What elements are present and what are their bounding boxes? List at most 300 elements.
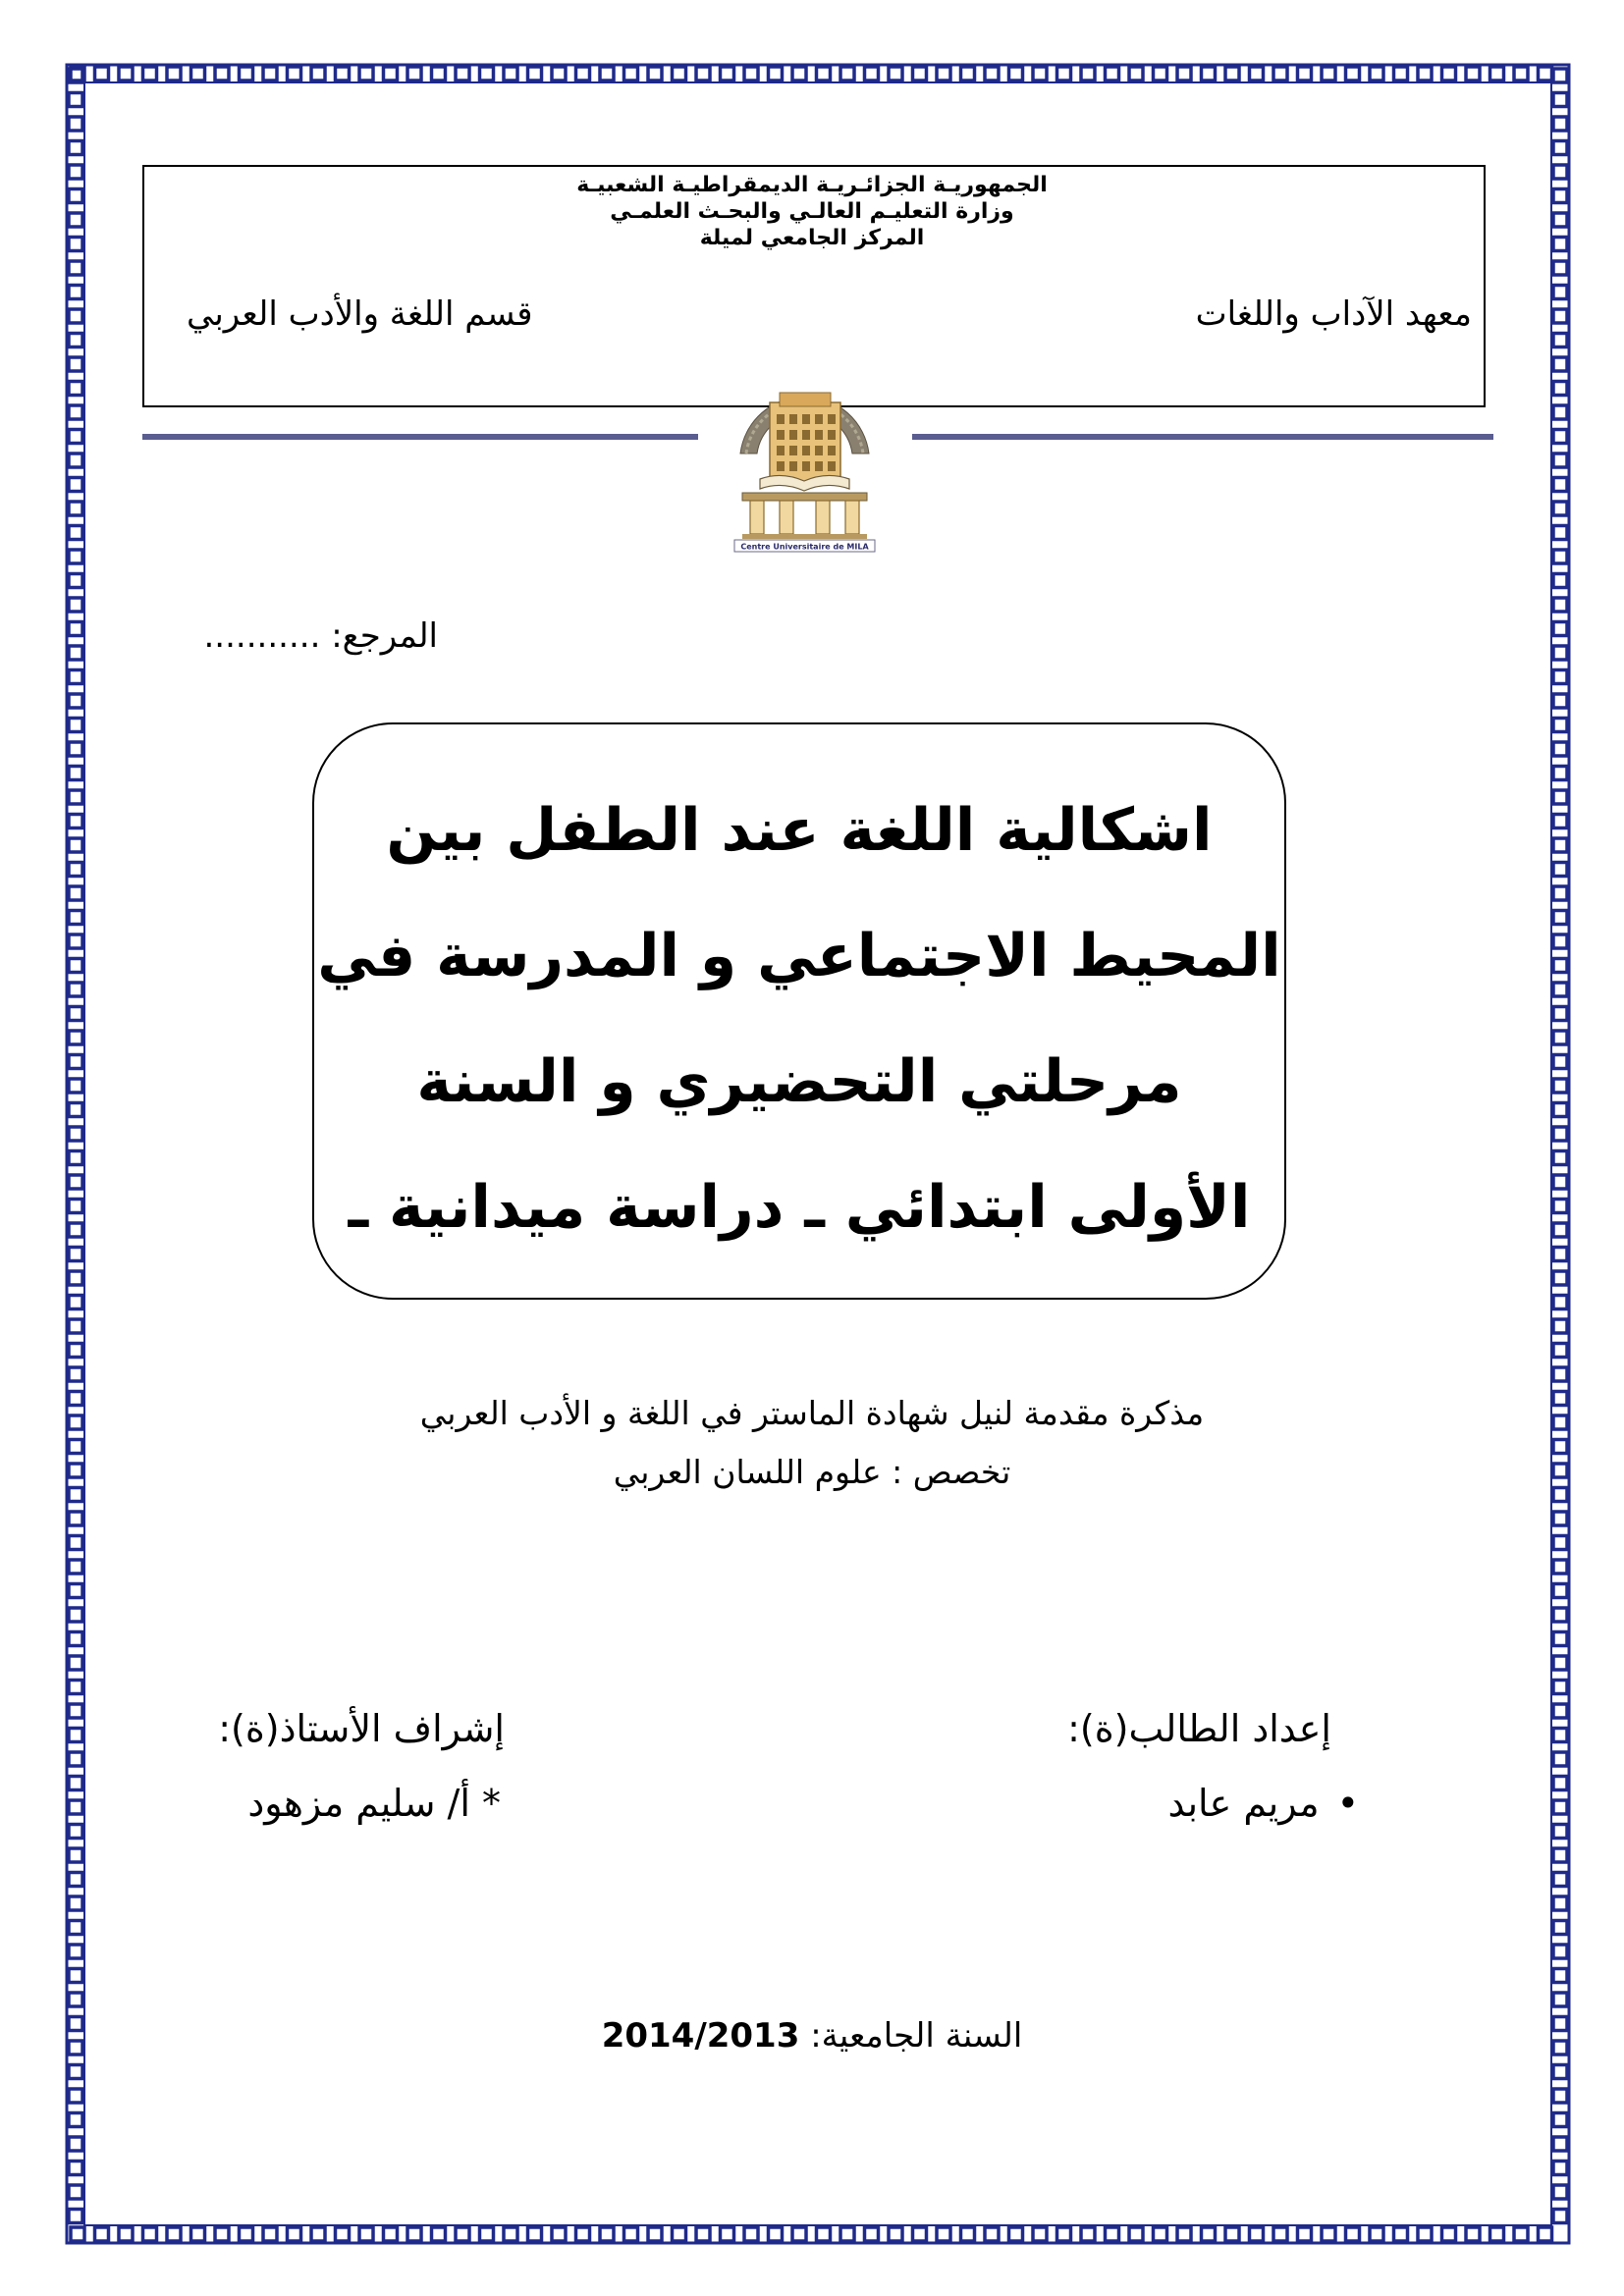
border-link (576, 2227, 590, 2241)
reference-line (204, 614, 439, 658)
border-link (69, 1512, 82, 1525)
border-link (865, 67, 879, 80)
border-link (69, 1584, 82, 1598)
border-link (1553, 719, 1567, 732)
border-link (1250, 67, 1264, 80)
border-link (1553, 1200, 1567, 1213)
border-link (1273, 2227, 1287, 2241)
border-link (1553, 1512, 1567, 1525)
logo-caption: Centre Universitaire de MILA (740, 542, 869, 552)
border-link (1553, 2210, 1567, 2223)
border-link (1466, 2227, 1480, 2241)
border-link (1553, 1079, 1567, 1093)
border-link (1553, 598, 1567, 612)
border-link (696, 2227, 710, 2241)
border-link (69, 767, 82, 780)
border-link (119, 67, 133, 80)
border-link (69, 886, 82, 900)
student-entry (1168, 1779, 1359, 1828)
border-link (1553, 1367, 1567, 1381)
border-link (69, 598, 82, 612)
border-link (69, 141, 82, 155)
border-link (1273, 67, 1287, 80)
border-link (985, 67, 999, 80)
degree-specialty: تخصص : علوم اللسان العربي (613, 1453, 1011, 1491)
title-line-4: الأولى ابتدائي ـ دراسة ميدانية ـ (348, 1173, 1251, 1242)
border-link (1553, 1656, 1567, 1670)
border-link (69, 670, 82, 684)
border-link (69, 1175, 82, 1189)
border-link (1553, 622, 1567, 636)
institute-name: معهد الآداب واللغات (1195, 294, 1472, 334)
border-link (1553, 2089, 1567, 2103)
border-link (407, 67, 421, 80)
border-link (1553, 1296, 1567, 1309)
border-link (167, 67, 181, 80)
border-link (69, 1271, 82, 1285)
border-link (69, 430, 82, 444)
border-link (1057, 67, 1071, 80)
border-link (1553, 1896, 1567, 1910)
border-link (1553, 69, 1567, 82)
border-link (143, 2227, 157, 2241)
border-link (1553, 1945, 1567, 1958)
border-link (336, 67, 350, 80)
border-link (1553, 430, 1567, 444)
border-link (1225, 2227, 1239, 2241)
border-link (1418, 2227, 1432, 2241)
border-link (1553, 1921, 1567, 1935)
border-link (69, 1896, 82, 1910)
border-link (889, 2227, 902, 2241)
border-link (1553, 574, 1567, 588)
border-link (69, 1248, 82, 1261)
border-link (1298, 67, 1312, 80)
border-link (1490, 2227, 1504, 2241)
border-link (744, 67, 758, 80)
border-link (1553, 261, 1567, 275)
border-link (865, 2227, 879, 2241)
border-link (1553, 1681, 1567, 1694)
border-link (69, 1608, 82, 1622)
border-link (69, 1055, 82, 1069)
border-link (1154, 67, 1167, 80)
border-link (1553, 1560, 1567, 1574)
border-link (1129, 67, 1143, 80)
border-link (1154, 2227, 1167, 2241)
border-link (769, 67, 783, 80)
department-name: قسم اللغة والأدب العربي (187, 294, 533, 334)
border-link (263, 2227, 277, 2241)
border-link (1009, 2227, 1023, 2241)
border-link (1553, 838, 1567, 852)
border-link (69, 1752, 82, 1766)
border-link (1553, 550, 1567, 563)
border-link (840, 2227, 854, 2241)
border-link (69, 1656, 82, 1670)
border-link (1553, 886, 1567, 900)
border-link (1442, 2227, 1456, 2241)
border-link (69, 1319, 82, 1333)
border-link (721, 2227, 734, 2241)
border-link (1553, 1151, 1567, 1165)
supervisor-name: * أ/ سليم مزهود (247, 1782, 501, 1825)
title-line-3: مرحلتي التحضيري و السنة (416, 1047, 1182, 1116)
border-link (69, 1777, 82, 1790)
border-link (1553, 405, 1567, 419)
border-link (69, 93, 82, 107)
border-link (69, 1127, 82, 1141)
border-link (69, 1969, 82, 1983)
border-link (889, 67, 902, 80)
border-link (69, 719, 82, 732)
border-link (69, 334, 82, 347)
border-link (1057, 2227, 1071, 2241)
border-link (1553, 2137, 1567, 2151)
border-link (1553, 1031, 1567, 1044)
border-link (69, 405, 82, 419)
border-link (1202, 67, 1216, 80)
border-link (1514, 67, 1528, 80)
border-link (69, 309, 82, 323)
border-link (432, 67, 446, 80)
border-link (1466, 67, 1480, 80)
border-link (1553, 1584, 1567, 1598)
border-link (69, 1825, 82, 1839)
border-link (1106, 2227, 1119, 2241)
border-link (1553, 1103, 1567, 1117)
border-link (792, 2227, 806, 2241)
border-link (69, 1945, 82, 1958)
border-link (69, 1079, 82, 1093)
border-link (69, 526, 82, 540)
border-link (69, 2210, 82, 2223)
border-link (576, 67, 590, 80)
university-building-icon (723, 363, 887, 553)
border-link (69, 911, 82, 925)
border-link (288, 2227, 301, 2241)
border-link (1553, 1319, 1567, 1333)
border-link (1553, 93, 1567, 107)
border-link (69, 261, 82, 275)
border-link (1553, 1536, 1567, 1550)
border-link (1202, 2227, 1216, 2241)
border-link (913, 2227, 927, 2241)
border-link (69, 550, 82, 563)
border-link (1553, 1248, 1567, 1261)
border-link (961, 67, 975, 80)
border-link (1322, 2227, 1335, 2241)
border-link (1553, 2185, 1567, 2199)
border-link (1553, 1873, 1567, 1887)
border-link (1553, 1223, 1567, 1237)
border-link (69, 286, 82, 299)
border-link (961, 2227, 975, 2241)
border-link (504, 67, 517, 80)
border-link (69, 2162, 82, 2175)
border-link (336, 2227, 350, 2241)
border-link (1553, 1993, 1567, 2006)
border-link (552, 67, 566, 80)
border-link (600, 67, 614, 80)
border-link (1553, 1632, 1567, 1646)
border-link (1553, 1969, 1567, 1983)
border-link (69, 502, 82, 515)
border-link (528, 67, 542, 80)
border-link (1553, 526, 1567, 540)
border-link (1553, 454, 1567, 467)
reference-label: المرجع: (331, 616, 438, 656)
border-link (69, 838, 82, 852)
border-link (456, 67, 469, 80)
border-link (69, 1367, 82, 1381)
border-link (1553, 2065, 1567, 2079)
border-link (1553, 1175, 1567, 1189)
border-link (191, 2227, 205, 2241)
border-link (1033, 2227, 1047, 2241)
border-link (191, 67, 205, 80)
degree-description: مذكرة مقدمة لنيل شهادة الماستر في اللغة و الأدب العربي (419, 1394, 1205, 1432)
border-link (69, 2113, 82, 2127)
border-link (1553, 382, 1567, 396)
border-link (1553, 502, 1567, 515)
border-link (792, 67, 806, 80)
border-link (1553, 1848, 1567, 1862)
border-link (263, 67, 277, 80)
border-link (1553, 863, 1567, 877)
border-link (1553, 1729, 1567, 1742)
ministry-name: وزارة التعليـم العالـي والبحـث العلمـي (610, 199, 1014, 224)
border-link (1553, 815, 1567, 828)
border-link (456, 2227, 469, 2241)
border-link (95, 2227, 109, 2241)
border-link (69, 983, 82, 996)
border-link (648, 67, 662, 80)
border-link (69, 2185, 82, 2199)
border-link (1322, 67, 1335, 80)
border-link (1081, 67, 1095, 80)
border-link (69, 1993, 82, 2006)
border-link (407, 2227, 421, 2241)
border-link (480, 2227, 494, 2241)
border-link (1553, 2113, 1567, 2127)
border-link (69, 1800, 82, 1814)
border-link (648, 2227, 662, 2241)
border-link (1553, 1752, 1567, 1766)
border-link (215, 67, 229, 80)
border-link (1106, 67, 1119, 80)
border-link (215, 2227, 229, 2241)
border-link (624, 2227, 638, 2241)
border-link (1539, 2227, 1552, 2241)
border-link (384, 67, 398, 80)
title-line-2: المحيط الاجتماعي و المدرسة في (317, 922, 1281, 990)
border-link (1553, 117, 1567, 131)
border-link (69, 1103, 82, 1117)
border-link (69, 454, 82, 467)
border-link (673, 67, 686, 80)
border-link (95, 67, 109, 80)
border-link (384, 2227, 398, 2241)
academic-year-label: السنة الجامعية: (810, 2016, 1023, 2056)
border-link (69, 1536, 82, 1550)
border-link (69, 1344, 82, 1358)
border-link (1553, 767, 1567, 780)
border-link (240, 2227, 253, 2241)
border-link (1553, 478, 1567, 492)
border-link (240, 67, 253, 80)
student-bullet: • (1336, 1782, 1359, 1825)
border-link (1553, 694, 1567, 708)
border-link (69, 1729, 82, 1742)
student-name: مريم عابد (1167, 1782, 1320, 1825)
border-link (1418, 67, 1432, 80)
border-link (71, 2227, 84, 2241)
border-link (69, 959, 82, 973)
border-link (721, 67, 734, 80)
border-link (1553, 790, 1567, 804)
border-link (69, 1681, 82, 1694)
border-link (1514, 2227, 1528, 2241)
border-link (1539, 67, 1552, 80)
university-logo (723, 363, 887, 553)
border-link (985, 2227, 999, 2241)
border-link (600, 2227, 614, 2241)
supervisor-label: إشراف الأستاذ(ة): (218, 1707, 505, 1750)
border-link (69, 1031, 82, 1044)
border-link (1553, 670, 1567, 684)
border-link (69, 1560, 82, 1574)
border-link (69, 2065, 82, 2079)
border-link (1009, 67, 1023, 80)
border-link (1553, 934, 1567, 948)
border-link (817, 67, 831, 80)
border-link (1553, 1055, 1567, 1069)
border-link (69, 382, 82, 396)
border-link (1394, 67, 1408, 80)
border-link (1553, 1777, 1567, 1790)
border-link (1177, 2227, 1191, 2241)
border-link (69, 357, 82, 371)
border-link (1553, 141, 1567, 155)
border-link (840, 67, 854, 80)
border-link (69, 1200, 82, 1213)
border-link (69, 1223, 82, 1237)
border-link (1394, 2227, 1408, 2241)
border-link (69, 646, 82, 660)
academic-year-value: 2014/2013 (601, 2016, 800, 2056)
student-label: إعداد الطالب(ة): (1067, 1707, 1331, 1750)
border-link (1553, 309, 1567, 323)
border-link (311, 67, 325, 80)
border-link (480, 67, 494, 80)
border-link (504, 2227, 517, 2241)
border-link (69, 790, 82, 804)
border-link (1553, 286, 1567, 299)
border-link (1346, 67, 1360, 80)
title-line-1: اشكالية اللغة عند الطفل بين (386, 796, 1213, 865)
border-link (1553, 983, 1567, 996)
border-link (69, 934, 82, 948)
border-link (69, 117, 82, 131)
border-link (167, 2227, 181, 2241)
border-link (69, 1151, 82, 1165)
border-link (1553, 959, 1567, 973)
border-link (1033, 67, 1047, 80)
border-link (432, 2227, 446, 2241)
border-link (69, 1704, 82, 1718)
border-link (69, 2137, 82, 2151)
border-link (673, 2227, 686, 2241)
border-link (119, 2227, 133, 2241)
academic-year (0, 2014, 1624, 2057)
border-link (624, 67, 638, 80)
header-rule-left (142, 434, 698, 440)
border-link (1553, 1608, 1567, 1622)
border-link (1081, 2227, 1095, 2241)
border-link (1442, 67, 1456, 80)
border-link (69, 815, 82, 828)
border-link (1553, 1800, 1567, 1814)
border-link (1553, 1007, 1567, 1021)
border-link (696, 67, 710, 80)
border-link (1370, 2227, 1383, 2241)
border-link (69, 863, 82, 877)
border-link (1553, 1825, 1567, 1839)
border-link (1298, 2227, 1312, 2241)
reference-value: ........... (203, 616, 321, 656)
border-link (69, 742, 82, 756)
border-link (69, 694, 82, 708)
border-link (288, 67, 301, 80)
border-link (1129, 2227, 1143, 2241)
border-link (913, 67, 927, 80)
border-link (69, 2089, 82, 2103)
border-link (69, 622, 82, 636)
border-link (1370, 67, 1383, 80)
border-link (1553, 911, 1567, 925)
border-link (1553, 334, 1567, 347)
center-name: المركز الجامعي لميلة (699, 226, 925, 250)
border-link (1177, 67, 1191, 80)
border-link (1553, 1271, 1567, 1285)
border-link (69, 478, 82, 492)
border-link (937, 2227, 950, 2241)
border-link (1553, 357, 1567, 371)
border-link (937, 67, 950, 80)
border-link (69, 1296, 82, 1309)
border-link (1225, 67, 1239, 80)
border-link (69, 1873, 82, 1887)
border-link (1250, 2227, 1264, 2241)
country-name: الجمهوريـة الجزائـريـة الديمقراطيـة الشعبيـة (576, 173, 1048, 197)
border-link (1553, 1704, 1567, 1718)
border-link (528, 2227, 542, 2241)
border-link (1553, 742, 1567, 756)
border-link (1553, 2162, 1567, 2175)
border-link (69, 1632, 82, 1646)
border-link (1553, 1127, 1567, 1141)
border-link (1553, 646, 1567, 660)
border-link (69, 1921, 82, 1935)
border-link (1490, 67, 1504, 80)
border-link (769, 2227, 783, 2241)
border-link (817, 2227, 831, 2241)
border-link (359, 67, 373, 80)
border-link (143, 67, 157, 80)
border-link (552, 2227, 566, 2241)
header-rule-right (912, 434, 1493, 440)
